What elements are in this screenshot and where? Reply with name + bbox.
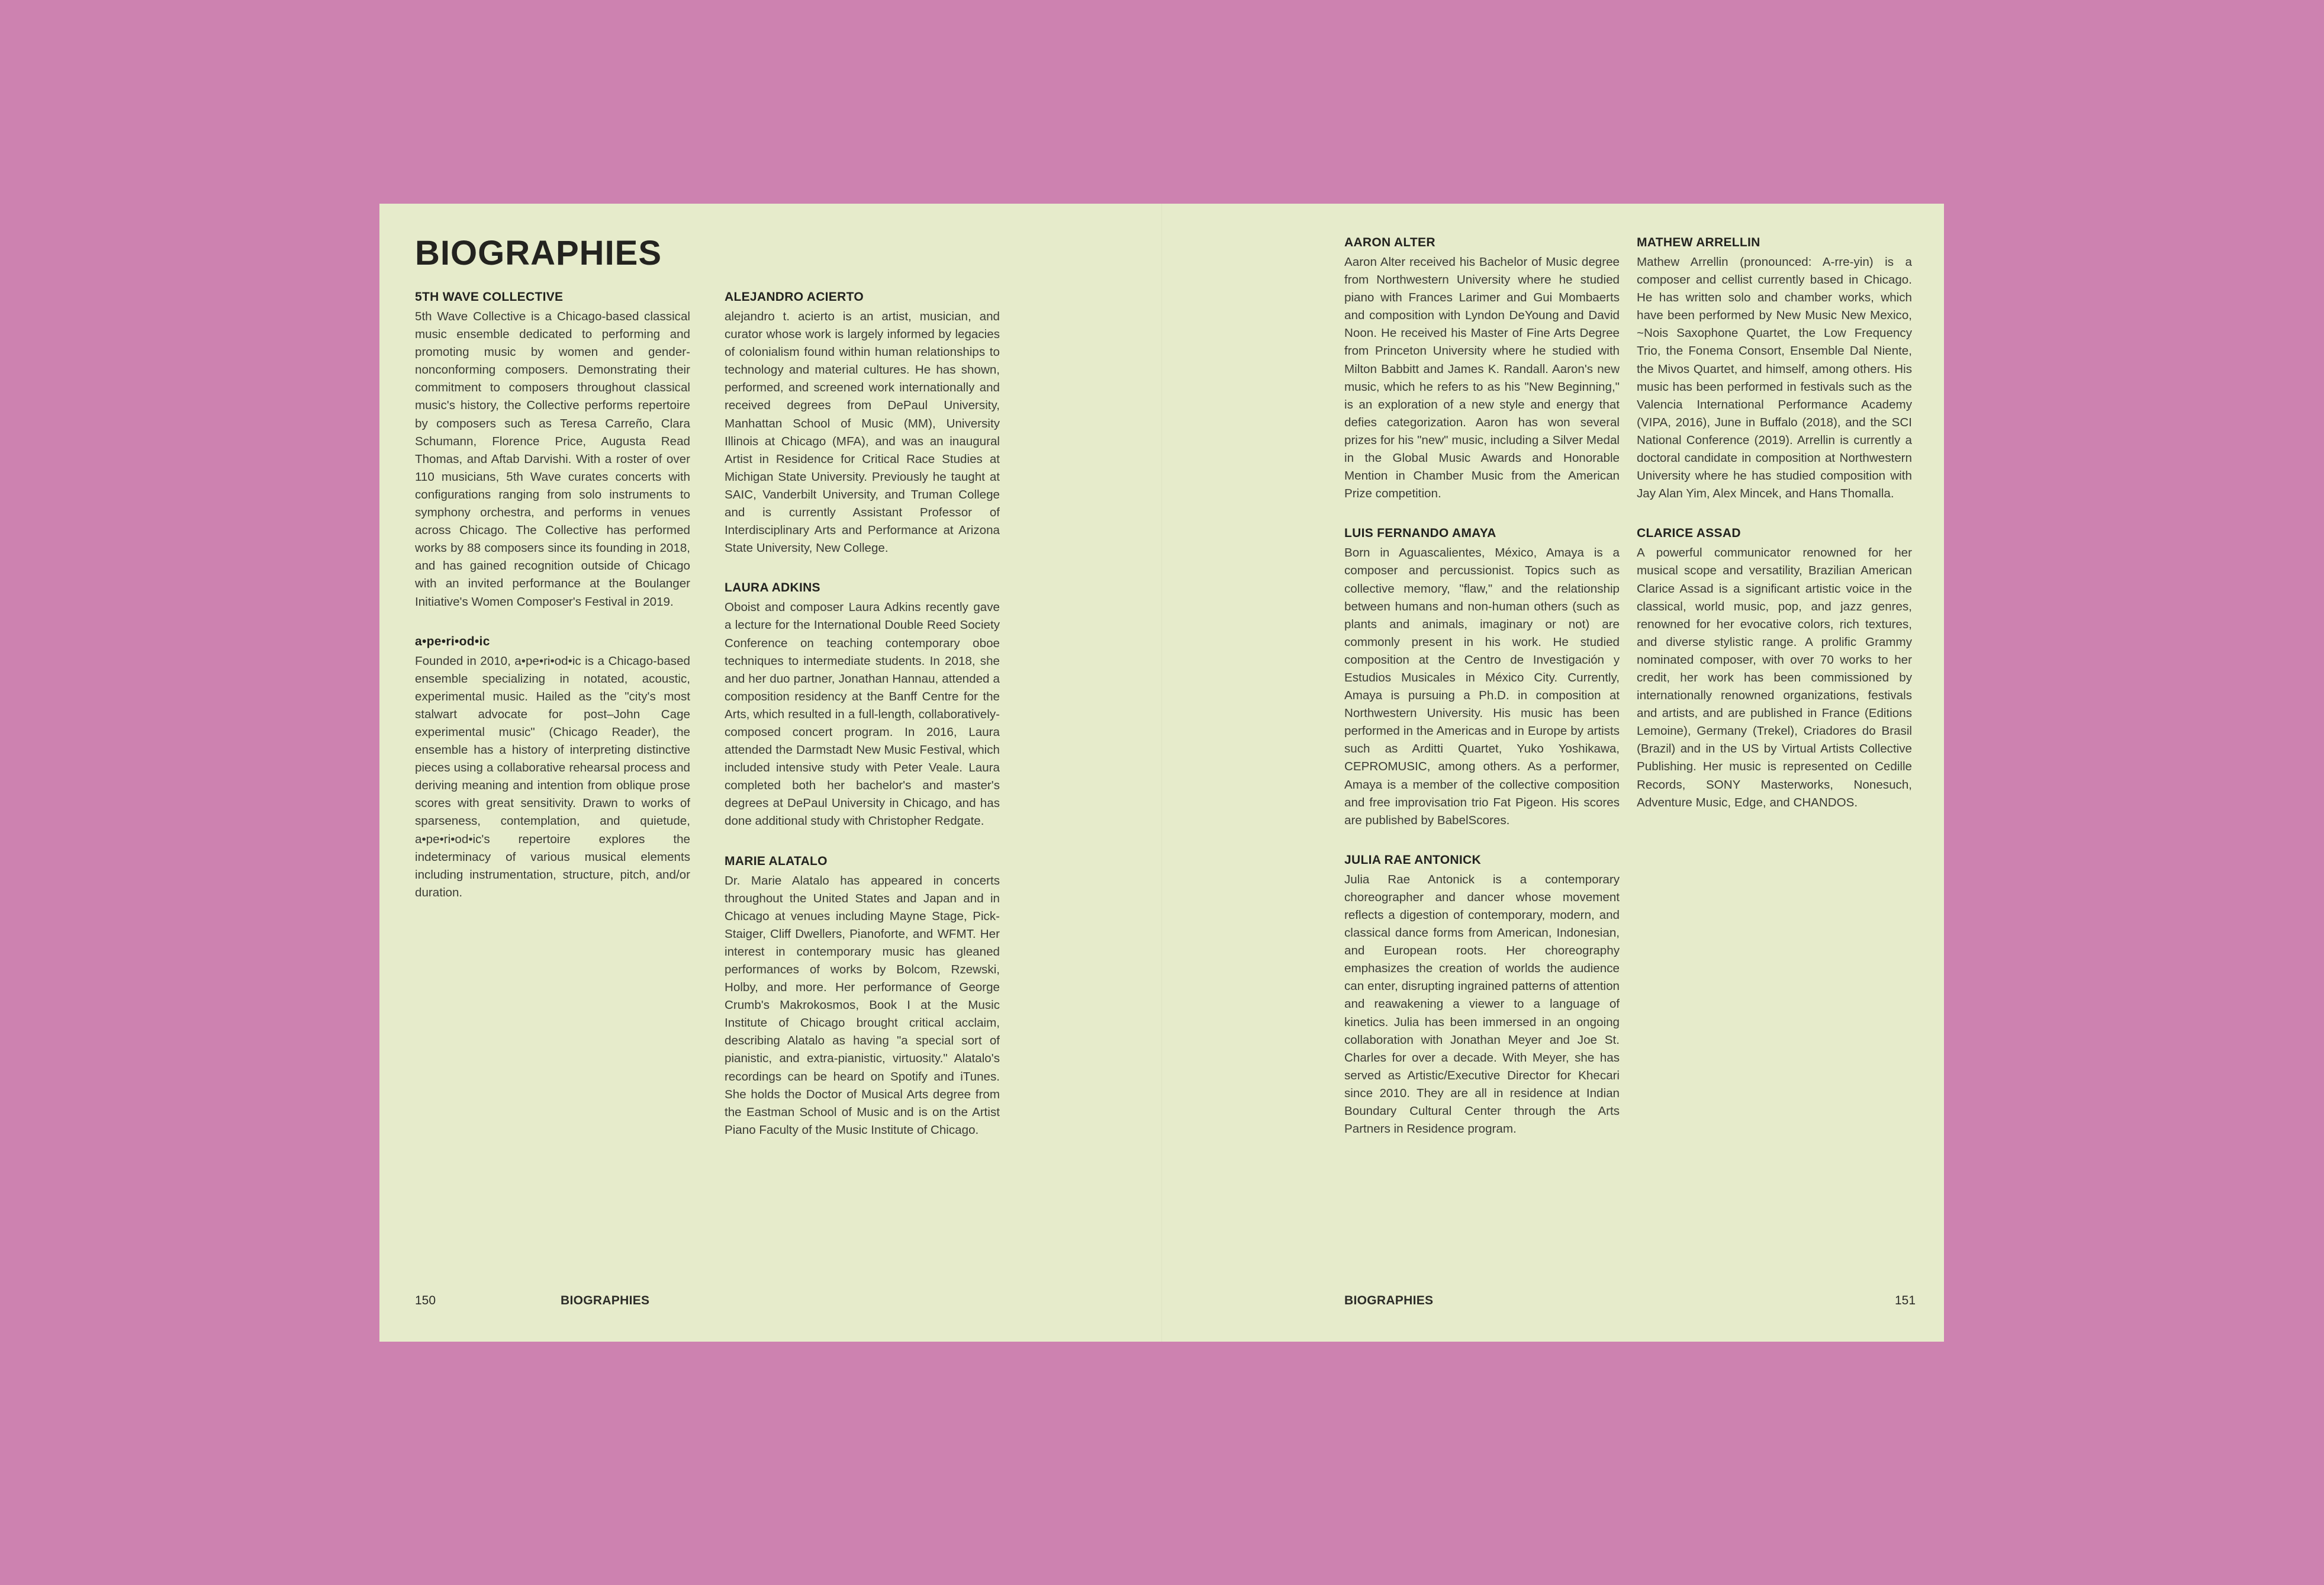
bio-name: JULIA RAE ANTONICK [1344,853,1481,867]
bio-name: MATHEW ARRELLIN [1637,236,1760,249]
bio-entry [1344,526,1620,830]
bio-name: CLARICE ASSAD [1637,526,1741,541]
bio-name: 5TH WAVE COLLECTIVE [415,290,564,304]
bio-name: a•pe•ri•od•ic [415,634,490,648]
bio-name: MARIE ALATALO [725,854,828,868]
bio-entry [1344,236,1620,503]
page-gutter [1161,204,1162,1342]
bio-text: 5th Wave Collective is a Chicago-based classical music ensemble dedicated to performing and promoting music by women and gender-nonconforming composers. Demonstrating their commitment to composers throughout classical music's history, the Collective performs repertoire by composers such as Teresa Carreño, Clara Schumann, Florence Price, Augusta Read Thomas, and Aftab Darvishi. With a roster of over 110 musicians, 5th Wave curates concerts with configurations ranging from solo instruments to symphony orchestra, and performs in venues across Chicago. The Collective has performed works by 88 composers since its founding in 2018, and has gained recognition outside of Chicago with an invited performance at the Boulanger Initiative's Women Composer's Festival in 2019. [415,310,690,609]
bio-entry [1637,526,1912,811]
bio-text: A powerful communicator renowned for her musical scope and versatility, Brazilian American Clarice Assad is a significant artistic voice in the classical, world music, pop, and jazz genres, renowned for her evocative colors, rich textures, and diverse stylistic range. A prolific Grammy nominated composer, with over 70 works to her credit, her work has been commissioned by internationally renowned organizations, festivals and artists, and are published in France (Editions Lemoine), Germany (Trekel), Criadores do Brasil (Brazil) and in the US by Virtual Artists Collective Publishing. Her music is represented on Cedille Records, SONY Masterworks, Nonesuch, Adventure Music, Edge, and CHANDOS. [1637,546,1912,809]
bio-text: Mathew Arrellin (pronounced: A-rre-yin) is a composer and cellist currently based in Chicago. He has written solo and chamber works, which have been performed by New Music New Mexico, ~Nois Saxophone Quartet, the Low Frequency Trio, the Fonema Consort, Ensemble Dal Niente, the Mivos Quartet, and himself, among others. His music has been performed in festivals such as the Valencia International Performance Academy (VIPA, 2016), June in Buffalo (2018), and the SCI National Conference (2019). Arrellin is currently a doctoral candidate in composition at Northwestern University where he has studied composition with Jay Alan Yim, Alex Mincek, and Hans Thomalla. [1637,255,1912,501]
column-4 [1637,236,1912,835]
bio-text: Oboist and composer Laura Adkins recently gave a lecture for the International Double Reed Society Conference on teaching contemporary oboe techniques to intermediate students. In 2018, she and her duo partner, Jonathan Hannau, attended a composition residency at the Banff Centre for the Arts, which resulted in a full-length, collaboratively-composed concert program. In 2016, Laura attended the Darmstadt New Music Festival, which included intensive study with Peter Veale. Laura completed both her bachelor's and master's degrees at DePaul University in Chicago, and has done additional study with Christopher Redgate. [725,600,1000,828]
bio-entry [1637,236,1912,503]
left-running-head: BIOGRAPHIES [561,1294,650,1307]
bio-name: LUIS FERNANDO AMAYA [1344,526,1496,541]
column-2 [725,290,1000,1163]
bio-text: Julia Rae Antonick is a contemporary choreographer and dancer whose movement reflects a digestion of contemporary, modern, and classical dance forms from American, Indonesian, and European roots. Her choreography emphasizes the creation of worlds the audience can enter, disrupting ingrained patterns of attention and reawakening a viewer to a language of kinetics. Julia has been immersed in an ongoing collaboration with Jonathan Meyer and Joe St. Charles for over a decade. With Meyer, she has served as Artistic/Executive Director for Khecari since 2010. They are all in residence at Indian Boundary Cultural Center through the Arts Partners in Residence program. [1344,872,1620,1136]
bio-name: LAURA ADKINS [725,581,820,595]
bio-entry [725,290,1000,557]
left-page-number: 150 [415,1294,436,1307]
bio-name: ALEJANDRO ACIERTO [725,290,864,304]
bio-text: Aaron Alter received his Bachelor of Music degree from Northwestern University where he studied piano with Frances Larimer and Gui Mombaerts and composition with Lyndon DeYoung and David Noon. He received his Master of Fine Arts Degree from Princeton University where he studied with Milton Babbitt and James K. Randall. Aaron's new music, which he refers to as his "New Beginning," is an exploration of a new style and energy that defies categorization. Aaron has won several prizes for his "new" music, including a Silver Medal in the Global Music Awards and Honorable Mention in Chamber Music from the American Prize competition. [1344,255,1620,501]
column-1 [415,290,690,925]
right-page-number: 151 [1895,1294,1916,1307]
bio-entry [415,290,690,611]
bio-text: Founded in 2010, a•pe•ri•od•ic is a Chicago-based ensemble specializing in notated, acoustic, experimental music. Hailed as the "city's most stalwart advocate for post–John Cage experimental music" (Chicago Reader), the ensemble has a history of interpreting distinctive pieces using a collaborative rehearsal process and deriving meaning and intention from oblique prose scores with great sensitivity. Drawn to works of sparseness, contemplation, and quietude, a•pe•ri•od•ic's repertoire explores the indeterminacy of various musical elements including instrumentation, structure, pitch, and/or duration. [415,654,690,899]
page-title: BIOGRAPHIES [415,234,662,272]
bio-text: Dr. Marie Alatalo has appeared in concerts throughout the United States and Japan and in Chicago at venues including Mayne Stage, Pick-Staiger, Cliff Dwellers, Pianoforte, and WFMT. Her interest in contemporary music has gleaned performances of works by Bolcom, Rzewski, Holby, and more. Her performance of George Crumb's Makrokosmos, Book I at the Music Institute of Chicago brought critical acclaim, describing Alatalo as having "a special sort of pianistic, and extra-pianistic, virtuosity." Alatalo's recordings can be heard on Spotify and iTunes. She holds the Doctor of Musical Arts degree from the Eastman School of Music and is on the Artist Piano Faculty of the Music Institute of Chicago. [725,873,1000,1137]
column-3 [1344,236,1620,1162]
bio-entry [725,854,1000,1139]
right-running-head: BIOGRAPHIES [1344,1294,1434,1307]
book-spread [379,204,1944,1342]
bio-text: alejandro t. acierto is an artist, musician, and curator whose work is largely informed by legacies of colonialism found within human relationships to technology and material cultures. He has shown, performed, and screened work internationally and received degrees from DePaul University, Manhattan School of Music (MM), University Illinois at Chicago (MFA), and was an inaugural Artist in Residence for Critical Race Studies at Michigan State University. Previously he taught at SAIC, Vanderbilt University, and Truman College and is currently Assistant Professor of Interdisciplinary Arts and Performance at Arizona State University, New College. [725,310,1000,555]
bio-name: AARON ALTER [1344,236,1435,249]
bio-entry [725,581,1000,830]
bio-text: Born in Aguascalientes, México, Amaya is a composer and percussionist. Topics such as collective memory, "flaw," and the relationship between humans and non-human others (such as plants and animals, imaginary or not) are commonly present in his work. He studied composition at the Centro de Investigación y Estudios Musicales in México City. Currently, Amaya is pursuing a Ph.D. in composition at Northwestern University. His music has been performed in the Americas and in Europe by artists such as Arditti Quartet, Yuko Yoshikawa, CEPROMUSIC, among others. As a performer, Amaya is a member of the collective composition and free improvisation trio Fat Pigeon. His scores are published by BabelScores. [1344,546,1620,827]
bio-entry [1344,853,1620,1138]
bio-entry [415,635,690,902]
